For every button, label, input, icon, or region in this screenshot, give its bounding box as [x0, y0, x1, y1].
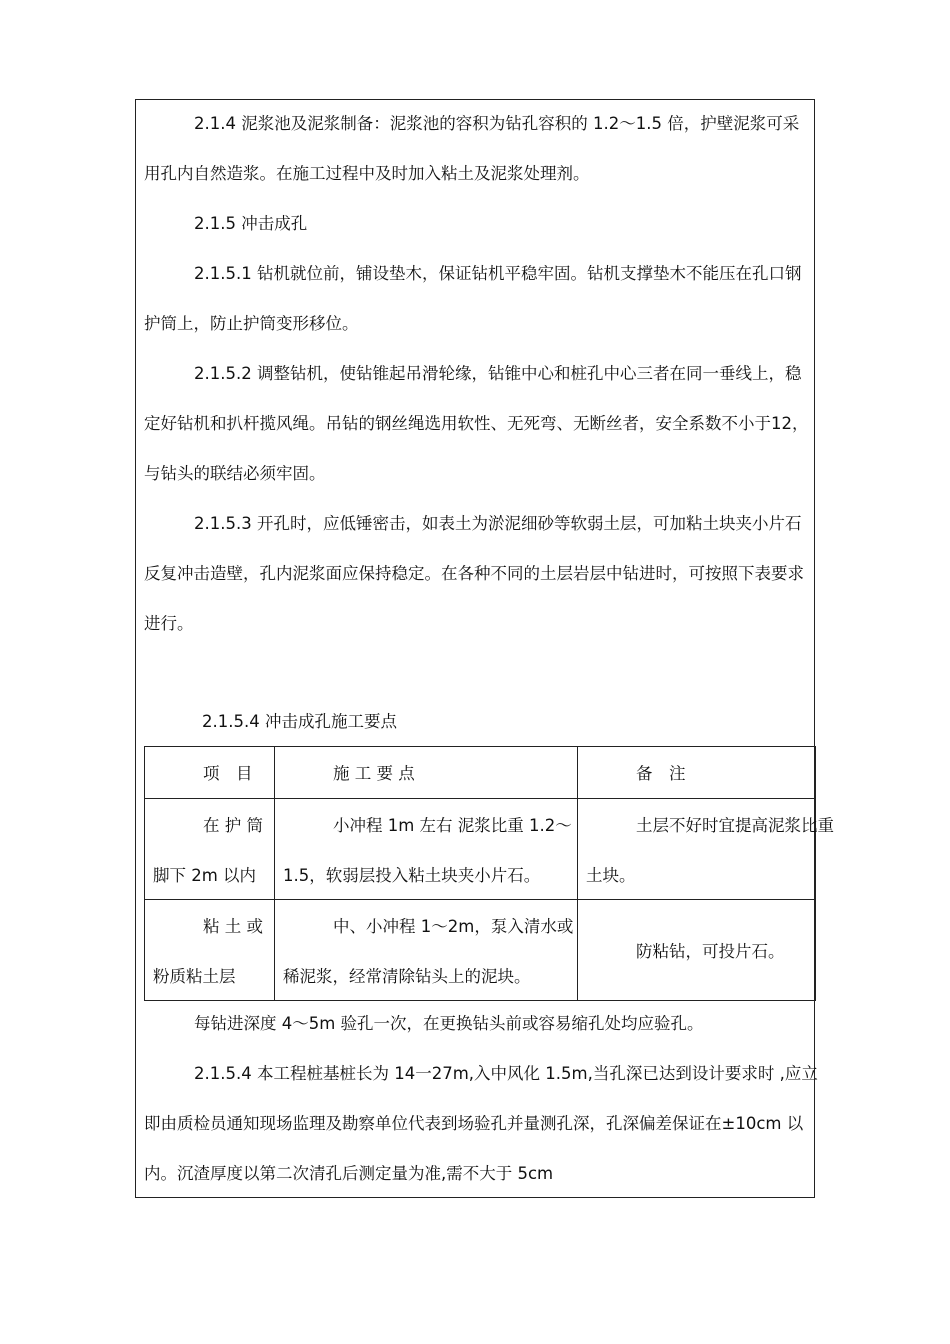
- row-1-item-line-2: 脚下 2m 以内: [153, 866, 257, 885]
- row-1-note-line-2: 土块。: [586, 866, 636, 885]
- paragraph-2-1-5-4-line-3: 内。沉渣厚度以第二次清孔后测定量为准,需不大于 5cm: [144, 1164, 554, 1183]
- paragraph-2-1-5-1-line-2: 护筒上，防止护筒变形移位。: [144, 314, 359, 333]
- row-2-note-line-1: 防粘钻，可投片石。: [636, 942, 785, 961]
- construction-points-table: [144, 746, 834, 1001]
- paragraph-2-1-5-2-line-3: 与钻头的联结必须牢固。: [144, 464, 326, 483]
- header-item: 项 目: [203, 764, 253, 783]
- header-notes: 备 注: [636, 764, 686, 783]
- row-1-note-line-1: 土层不好时宜提高泥浆比重: [636, 816, 834, 835]
- table-row: [145, 799, 816, 900]
- paragraph-2-1-5-4-line-2: 即由质检员通知现场监理及勘察单位代表到场验孔并量测孔深，孔深偏差保证在±10cm 以: [144, 1114, 804, 1133]
- paragraph-2-1-4-line-1: 2.1.4 泥浆池及泥浆制备：泥浆池的容积为钻孔容积的 1.2～1.5 倍，护壁泥浆可采: [194, 114, 800, 133]
- row-1-points-line-1: 小冲程 1m 左右 泥浆比重 1.2～: [333, 816, 572, 835]
- paragraph-2-1-5-2-line-1: 2.1.5.2 调整钻机，使钻锥起吊滑轮缘，钻锥中心和桩孔中心三者在同一垂线上，稳: [194, 364, 802, 383]
- heading-2-1-5: 2.1.5 冲击成孔: [194, 214, 308, 233]
- paragraph-2-1-5-3-line-3: 进行。: [144, 614, 194, 633]
- table-header-row: [145, 747, 816, 799]
- paragraph-2-1-5-4-line-1: 2.1.5.4 本工程桩基桩长为 14一27m,入中风化 1.5m,当孔深已达到设计要求时 ,应立: [194, 1064, 818, 1083]
- table-caption: 2.1.5.4 冲击成孔施工要点: [202, 712, 397, 731]
- paragraph-2-1-4-line-2: 用孔内自然造浆。在施工过程中及时加入粘土及泥浆处理剂。: [144, 164, 590, 183]
- row-2-item-line-2: 粉质粘土层: [153, 967, 236, 986]
- table-row: [145, 900, 816, 1001]
- paragraph-2-1-5-3-line-1: 2.1.5.3 开孔时，应低锤密击，如表土为淤泥细砂等软弱土层，可加粘土块夹小片石: [194, 514, 802, 533]
- row-1-points-line-2: 1.5，软弱层投入粘土块夹小片石。: [283, 866, 541, 885]
- paragraph-2-1-5-3-line-2: 反复冲击造壁，孔内泥浆面应保持稳定。在各种不同的土层岩层中钻进时，可按照下表要求: [144, 564, 804, 583]
- row-2-item-line-1: 粘 土 或: [203, 917, 263, 936]
- header-points: 施 工 要 点: [333, 764, 415, 783]
- paragraph-2-1-5-2-line-2: 定好钻机和扒杆揽风绳。吊钻的钢丝绳选用软性、无死弯、无断丝者，安全系数不小于12，: [144, 414, 809, 433]
- paragraph-inspection: 每钻进深度 4～5m 验孔一次，在更换钻头前或容易缩孔处均应验孔。: [194, 1014, 704, 1033]
- row-2-points-line-2: 稀泥浆，经常清除钻头上的泥块。: [283, 967, 531, 986]
- row-2-points-line-1: 中、小冲程 1～2m，泵入清水或: [333, 917, 574, 936]
- paragraph-2-1-5-1-line-1: 2.1.5.1 钻机就位前，铺设垫木，保证钻机平稳牢固。钻机支撑垫木不能压在孔口钢: [194, 264, 802, 283]
- row-1-item-line-1: 在 护 筒: [203, 816, 263, 835]
